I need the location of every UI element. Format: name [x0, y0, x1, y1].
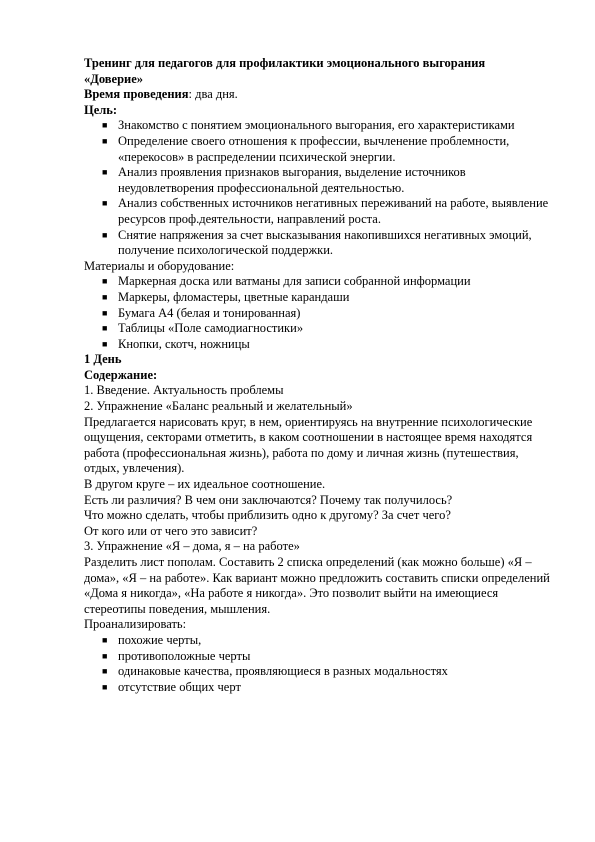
list-item: ■ одинаковые качества, проявляющиеся в разных модальностях	[102, 664, 448, 679]
list-item: ■ похожие черты,	[102, 632, 202, 647]
analyze-heading: Проанализировать:	[84, 617, 187, 632]
list-item: ■ Определение своего отношения к профессии, вычленение проблемности, «перекосов» в распределении психической энергии.	[102, 133, 510, 164]
time-value: : два дня.	[188, 87, 238, 102]
time-line	[84, 87, 554, 103]
content-heading: Содержание:	[84, 367, 158, 382]
goal-heading: Цель:	[84, 102, 118, 117]
exercise-home-work-text: Разделить лист пополам. Составить 2 списка определений (как можно больше) «Я – дома», «Я – на работе». Как вариант можно предложить составить списки определений «Дома я никогда», «На работе я никогда». Это позволит выйти на имеющиеся стереотипы поведения, мышления.	[84, 555, 550, 616]
list-item: ■ Знакомство с понятием эмоционального выгорания, его характеристиками	[102, 118, 515, 133]
bullet-icon: ■	[102, 666, 108, 677]
exercise-balance-text: Предлагается нарисовать круг, в нем, ориентируясь на внутренние психологические ощущения, секторами отметить, в каком соотношении в настоящее время находятся работа (профессиональная жизнь), работа по дому и личная жизнь (путешествия, отдых, увлечения).	[84, 414, 533, 476]
list-item: ■ отсутствие общих черт	[102, 679, 241, 694]
section-exercise-home-work: 3. Упражнение «Я – дома, я – на работе»	[84, 539, 300, 554]
list-item: ■ Маркерная доска или ватманы для записи собранной информации	[102, 274, 471, 289]
list-item: ■ Кнопки, скотч, ножницы	[102, 336, 250, 351]
list-item: ■ противоположные черты	[102, 648, 251, 663]
bullet-icon: ■	[102, 338, 108, 349]
bullet-icon: ■	[102, 276, 108, 287]
day-heading: 1 День	[84, 352, 122, 367]
document-title: Тренинг для педагогов для профилактики эмоционального выгорания	[84, 56, 486, 70]
bullet-icon: ■	[102, 323, 108, 334]
bullet-icon: ■	[102, 307, 108, 318]
materials-list	[84, 274, 554, 352]
document-page	[84, 56, 554, 695]
list-item: ■ Таблицы «Поле самодиагностики»	[102, 321, 304, 336]
exercise-balance-question: От кого или от чего это зависит?	[84, 523, 258, 538]
materials-heading: Материалы и оборудование:	[84, 258, 235, 273]
bullet-icon: ■	[102, 650, 108, 661]
exercise-balance-question: Есть ли различия? В чем они заключаются? Почему так получилось?	[84, 492, 453, 507]
bullet-icon: ■	[102, 198, 108, 209]
bullet-icon: ■	[102, 120, 108, 131]
list-item: ■ Маркеры, фломастеры, цветные карандаши	[102, 289, 350, 304]
list-item: ■ Бумага А4 (белая и тонированная)	[102, 305, 301, 320]
list-item: ■ Анализ проявления признаков выгорания, выделение источников неудовлетворения профессиональной деятельностью.	[102, 165, 466, 195]
analyze-list	[84, 633, 554, 695]
time-label: Время проведения	[84, 87, 189, 102]
bullet-icon: ■	[102, 634, 108, 645]
goal-list	[84, 118, 554, 258]
bullet-icon: ■	[102, 135, 108, 146]
bullet-icon: ■	[102, 167, 108, 178]
document-subtitle: «Доверие»	[84, 71, 144, 86]
list-item: ■ Снятие напряжения за счет высказывания накопившихся негативных эмоций, получение психологической поддержки.	[102, 227, 532, 258]
bullet-icon: ■	[102, 291, 108, 302]
section-intro: 1. Введение. Актуальность проблемы	[84, 383, 284, 398]
exercise-balance-text-2: В другом круге – их идеальное соотношение.	[84, 477, 326, 492]
exercise-balance-question: Что можно сделать, чтобы приблизить одно к другому? За счет чего?	[84, 508, 451, 523]
bullet-icon: ■	[102, 229, 108, 240]
bullet-icon: ■	[102, 681, 108, 692]
section-exercise-balance: 2. Упражнение «Баланс реальный и желательный»	[84, 399, 353, 414]
list-item: ■ Анализ собственных источников негативных переживаний на работе, выявление ресурсов проф.деятельности, направлений роста.	[102, 196, 549, 226]
